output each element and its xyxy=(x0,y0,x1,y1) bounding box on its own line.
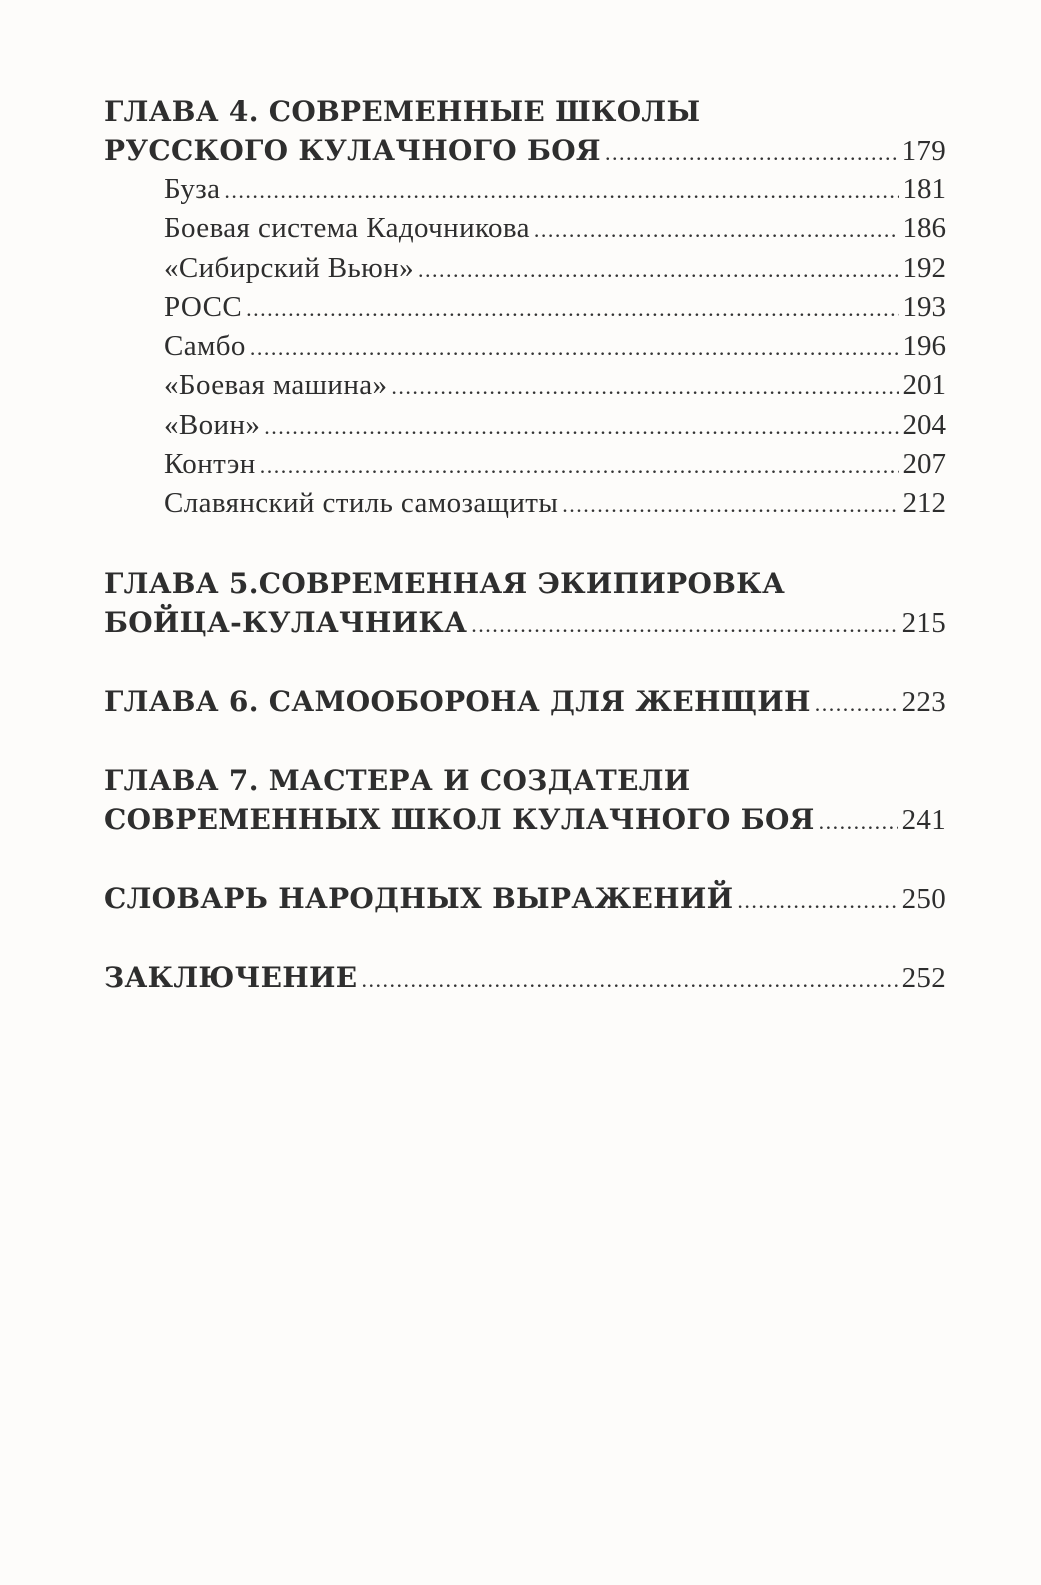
dot-leader xyxy=(250,328,899,367)
chapter-5-title-line1: ГЛАВА 5.СОВРЕМЕННАЯ ЭКИПИРОВКА xyxy=(104,566,786,600)
dictionary-page-number: 250 xyxy=(901,882,946,915)
chapter-4-page-number: 179 xyxy=(901,135,946,167)
dot-leader xyxy=(605,133,898,172)
toc-section-row[interactable] xyxy=(164,209,946,248)
toc-chapter-6 xyxy=(104,682,946,721)
conclusion-entry[interactable] xyxy=(104,958,946,997)
section-page-number: 181 xyxy=(902,173,946,205)
dot-leader xyxy=(737,881,897,920)
chapter-4-title-line2: РУССКОГО КУЛАЧНОГО БОЯ xyxy=(104,134,601,167)
dictionary-entry[interactable] xyxy=(104,879,946,918)
section-title: Боевая система Кадочникова xyxy=(164,212,530,245)
toc-section-row[interactable] xyxy=(164,288,946,327)
section-page-number: 193 xyxy=(902,290,946,323)
dot-leader xyxy=(418,250,898,289)
dot-leader xyxy=(260,446,899,485)
section-title: «Воин» xyxy=(164,408,261,441)
chapter-6-title: ГЛАВА 6. САМООБОРОНА ДЛЯ ЖЕНЩИН xyxy=(104,684,811,718)
chapter-7-title-line1: ГЛАВА 7. МАСТЕРА И СОЗДАТЕЛИ xyxy=(104,763,691,797)
chapter-4-sections xyxy=(104,170,946,524)
dot-leader xyxy=(815,684,898,723)
section-title: Славянский стиль самозащиты xyxy=(164,487,559,520)
toc-chapter-5 xyxy=(104,564,946,642)
chapter-7-page-number: 241 xyxy=(901,803,946,836)
section-page-number: 204 xyxy=(902,408,946,441)
section-page-number: 196 xyxy=(902,330,946,363)
toc-dictionary xyxy=(104,879,946,918)
section-page-number: 192 xyxy=(902,251,946,284)
toc-section-row[interactable] xyxy=(164,327,946,366)
chapter-7-entry[interactable] xyxy=(104,800,946,839)
section-page-number: 201 xyxy=(902,369,946,402)
dot-leader xyxy=(361,960,897,999)
toc-chapter-7 xyxy=(104,761,946,839)
section-title: РОСС xyxy=(164,290,243,323)
section-title: «Боевая машина» xyxy=(164,369,388,402)
section-page-number: 212 xyxy=(902,487,946,520)
dot-leader xyxy=(246,289,898,328)
section-title: Самбо xyxy=(164,330,246,363)
section-title: Буза xyxy=(164,173,221,205)
chapter-5-title-line2: БОЙЦА-КУЛАЧНИКА xyxy=(104,605,468,639)
toc-section-row[interactable] xyxy=(164,445,946,484)
toc-section-row[interactable] xyxy=(164,249,946,288)
toc-conclusion xyxy=(104,958,946,997)
toc-chapter-4 xyxy=(104,92,946,524)
dot-leader xyxy=(471,605,897,644)
conclusion-page-number: 252 xyxy=(901,961,946,994)
toc-section-row[interactable] xyxy=(164,406,946,445)
dictionary-title: СЛОВАРЬ НАРОДНЫХ ВЫРАЖЕНИЙ xyxy=(104,881,734,915)
toc-section-row[interactable] xyxy=(164,170,946,209)
chapter-5-page-number: 215 xyxy=(901,606,946,639)
dot-leader xyxy=(264,407,898,446)
section-page-number: 186 xyxy=(902,212,946,245)
table-of-contents xyxy=(104,92,946,997)
dot-leader xyxy=(391,367,898,406)
chapter-5-entry[interactable] xyxy=(104,603,946,642)
dot-leader xyxy=(562,485,898,524)
chapter-6-entry[interactable] xyxy=(104,682,946,721)
dot-leader xyxy=(224,171,898,210)
dot-leader xyxy=(534,210,899,249)
chapter-6-page-number: 223 xyxy=(901,685,946,718)
chapter-4-title-line1: ГЛАВА 4. СОВРЕМЕННЫЕ ШКОЛЫ xyxy=(104,95,701,128)
toc-section-row[interactable] xyxy=(164,366,946,405)
section-page-number: 207 xyxy=(902,448,946,481)
dot-leader xyxy=(819,802,898,841)
toc-section-row[interactable] xyxy=(164,484,946,523)
section-title: Контэн xyxy=(164,448,256,481)
chapter-7-title-line2: СОВРЕМЕННЫХ ШКОЛ КУЛАЧНОГО БОЯ xyxy=(104,802,815,836)
conclusion-title: ЗАКЛЮЧЕНИЕ xyxy=(104,960,358,994)
section-title: «Сибирский Вьюн» xyxy=(164,251,415,284)
chapter-4-entry[interactable] xyxy=(104,131,946,170)
